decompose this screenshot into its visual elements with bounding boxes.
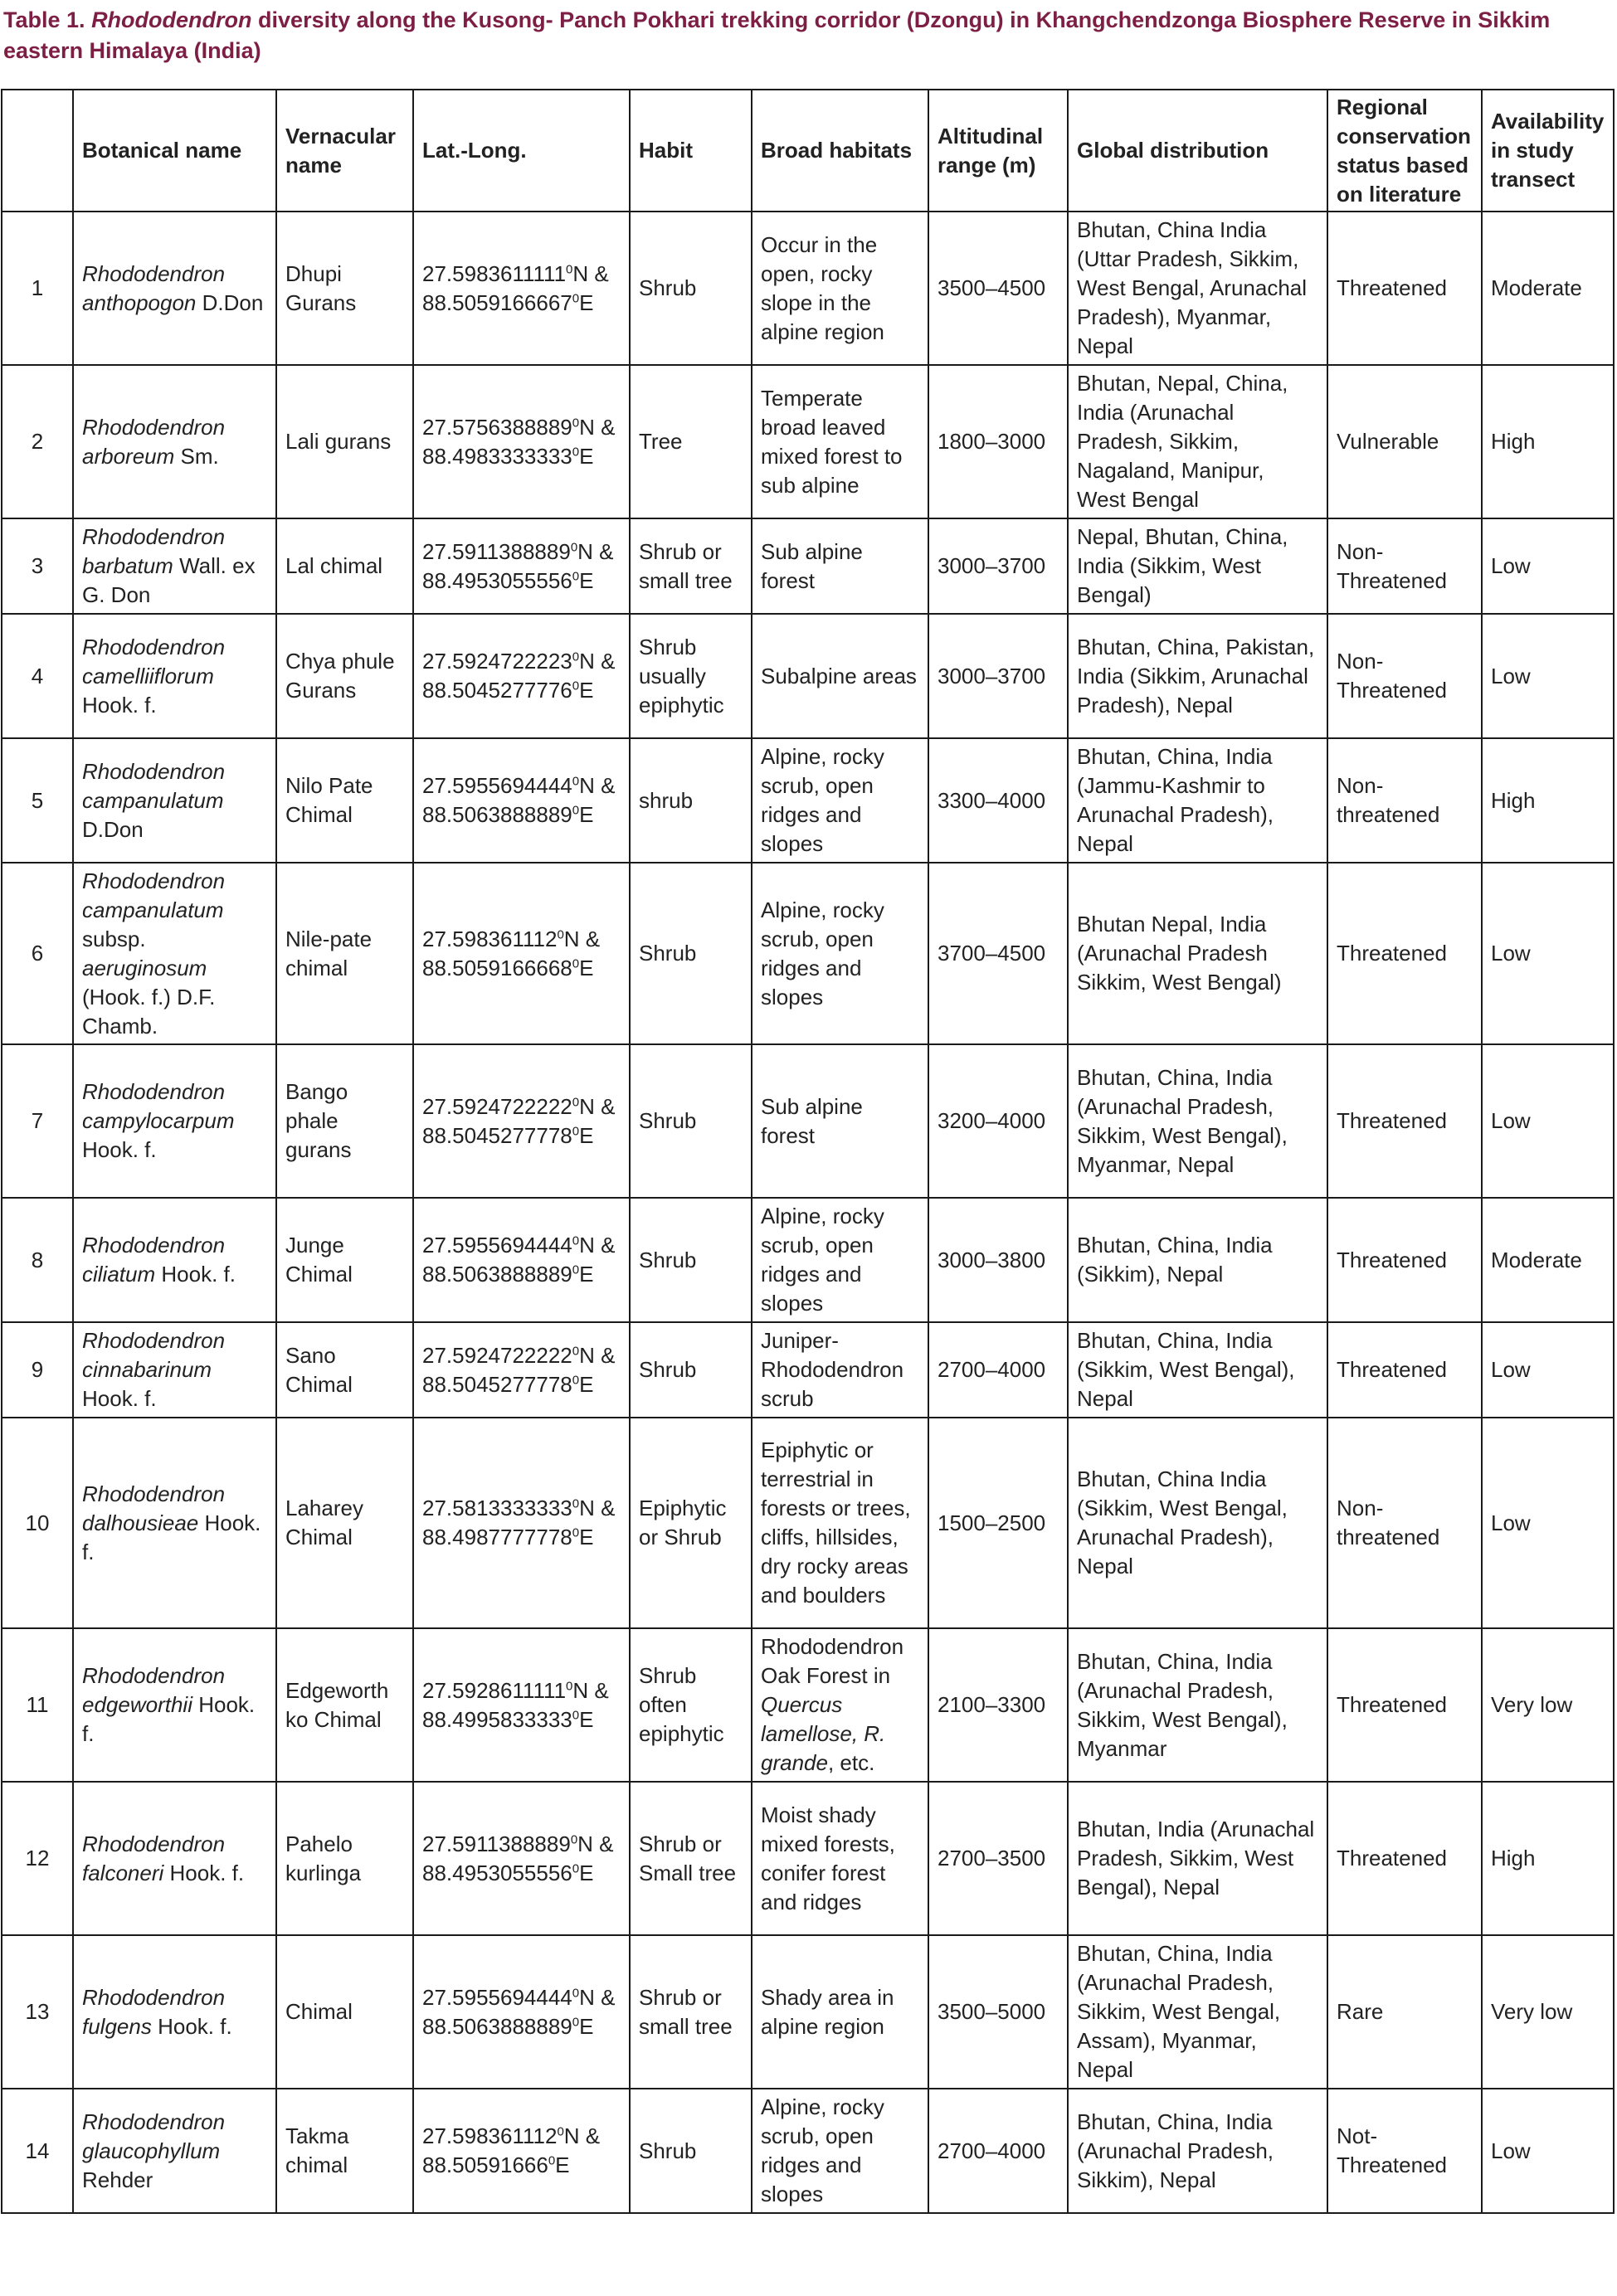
lat-long: 27.598361112$^0$N & 88.5059166668$^0$E	[413, 863, 630, 1044]
lat-long: 27.5928611111$^0$N & 88.4995833333$^0$E	[413, 1628, 630, 1782]
species-author: Hook. f.	[161, 1262, 236, 1287]
degree-symbol: 0	[572, 415, 580, 430]
habit: Shrub or Small tree	[630, 1782, 752, 1935]
degree-symbol: 0	[572, 1123, 580, 1138]
vernacular-name: Nile-pate chimal	[276, 863, 413, 1044]
lat-long: 27.598361112$^0$N & 88.50591666$^0$E	[413, 2089, 630, 2213]
availability: Low	[1482, 518, 1614, 614]
longitude: 88.5045277776	[422, 678, 572, 703]
altitudinal-range: 3700–4500	[928, 863, 1068, 1044]
altitudinal-range: 1500–2500	[928, 1418, 1068, 1628]
row-number: 7	[2, 1044, 73, 1198]
longitude: 88.4995833333	[422, 1706, 572, 1732]
habit: Tree	[630, 365, 752, 518]
latitude: 27.5955694444	[422, 1984, 572, 2010]
global-distribution: Bhutan, China, India (Jammu-Kashmir to Arunachal Pradesh), Nepal	[1068, 738, 1327, 863]
broad-habitat: Alpine, rocky scrub, open ridges and slopes	[752, 1198, 928, 1322]
species-name: Rhododendron arboreum	[82, 414, 226, 469]
degree-symbol: 0	[572, 1525, 580, 1540]
species-author: Sm.	[180, 443, 219, 469]
table-row	[2, 2089, 1614, 2213]
species-author: Hook. f.	[158, 2013, 232, 2039]
broad-habitat: Moist shady mixed forests, conifer forest and ridges	[752, 1782, 928, 1935]
conservation-status: Threatened	[1327, 1198, 1482, 1322]
species-author: Rehder	[82, 2167, 153, 2192]
broad-habitat: Alpine, rocky scrub, open ridges and slopes	[752, 2089, 928, 2213]
availability: Very low	[1482, 1935, 1614, 2089]
caption-text: diversity along the Kusong- Panch Pokhari trekking corridor (Dzongu) in Khangchendzonga Biosphere Reserve in Sikkim eastern Himalaya (India)	[3, 7, 1551, 63]
lat-long: 27.5983611111$^0$N & 88.5059166667$^0$E	[413, 212, 630, 365]
species-author: Hook. f.	[82, 1510, 261, 1564]
species-author: Hook. f.	[82, 1137, 157, 1162]
degree-symbol: 0	[572, 1343, 580, 1358]
habit: Shrub	[630, 212, 752, 365]
altitudinal-range: 2700–4000	[928, 2089, 1068, 2213]
header-global-distribution: Global distribution	[1068, 90, 1327, 212]
table-row	[2, 1198, 1614, 1322]
row-number: 10	[2, 1418, 73, 1628]
broad-habitat: Shady area in alpine region	[752, 1935, 928, 2089]
degree-symbol: 0	[572, 1496, 580, 1511]
lat-long: 27.5955694444$^0$N & 88.5063888889$^0$E	[413, 738, 630, 863]
botanical-name	[73, 1935, 276, 2089]
global-distribution: Bhutan, China, India (Arunachal Pradesh, Sikkim, West Bengal), Myanmar, Nepal	[1068, 1044, 1327, 1198]
table-row	[2, 1628, 1614, 1782]
botanical-name	[73, 863, 276, 1044]
broad-habitat: Alpine, rocky scrub, open ridges and slopes	[752, 738, 928, 863]
latitude: 27.5756388889	[422, 414, 572, 440]
degree-symbol: 0	[557, 2124, 564, 2139]
degree-symbol: 0	[572, 803, 580, 818]
altitudinal-range: 2100–3300	[928, 1628, 1068, 1782]
global-distribution: Bhutan, China, India (Sikkim, West Bengal), Nepal	[1068, 1322, 1327, 1418]
global-distribution: Bhutan, India (Arunachal Pradesh, Sikkim, West Bengal), Nepal	[1068, 1782, 1327, 1935]
global-distribution: Bhutan, China, India (Sikkim), Nepal	[1068, 1198, 1327, 1322]
species-name: Rhododendron campanulatum	[82, 868, 226, 922]
latitude: 27.5924722223	[422, 649, 572, 674]
longitude: 88.50591666	[422, 2152, 548, 2177]
availability: Low	[1482, 1418, 1614, 1628]
latitude: 27.5813333333	[422, 1496, 572, 1520]
table-row	[2, 1782, 1614, 1935]
habitat-species: Quercus lamellose, R. grande	[761, 1692, 886, 1775]
longitude: 88.4983333333	[422, 443, 572, 469]
species-author: Hook. f.	[82, 1692, 256, 1746]
degree-symbol: 0	[570, 1831, 578, 1846]
degree-symbol: 0	[572, 1094, 580, 1109]
longitude: 88.5059166667	[422, 289, 572, 315]
conservation-status: Threatened	[1327, 1782, 1482, 1935]
degree-symbol: 0	[572, 679, 580, 693]
degree-symbol: 0	[572, 568, 580, 583]
row-number: 11	[2, 1628, 73, 1782]
broad-habitat: Alpine, rocky scrub, open ridges and slopes	[752, 863, 928, 1044]
header-availability: Availability in study transect	[1482, 90, 1614, 212]
availability: Low	[1482, 1322, 1614, 1418]
species-name: Rhododendron barbatum	[82, 524, 226, 578]
vernacular-name: Dhupi Gurans	[276, 212, 413, 365]
longitude: 88.5059166668	[422, 955, 572, 980]
altitudinal-range: 3000–3800	[928, 1198, 1068, 1322]
species-author: D.Don	[82, 816, 144, 842]
table-row	[2, 1044, 1614, 1198]
degree-symbol: 0	[572, 1233, 580, 1248]
habit: Epiphytic or Shrub	[630, 1418, 752, 1628]
header-num	[2, 90, 73, 212]
longitude: 88.5063888889	[422, 802, 572, 827]
longitude: 88.5045277778	[422, 1122, 572, 1148]
row-number: 1	[2, 212, 73, 365]
botanical-name	[73, 1628, 276, 1782]
row-number: 9	[2, 1322, 73, 1418]
species-name: Rhododendron dalhousieae	[82, 1481, 226, 1535]
availability: Low	[1482, 1044, 1614, 1198]
row-number: 5	[2, 738, 73, 863]
botanical-name	[73, 1198, 276, 1322]
header-lat-long: Lat.-Long.	[413, 90, 630, 212]
longitude: 88.5063888889	[422, 2013, 572, 2039]
broad-habitat: Juniper-Rhododendron scrub	[752, 1322, 928, 1418]
longitude: 88.4987777778	[422, 1525, 572, 1549]
degree-symbol: 0	[572, 1262, 580, 1277]
table-row	[2, 863, 1614, 1044]
degree-symbol: 0	[548, 2153, 556, 2168]
lat-long: 27.5924722222$^0$N & 88.5045277778$^0$E	[413, 1322, 630, 1418]
botanical-name	[73, 2089, 276, 2213]
vernacular-name: Edgeworth ko Chimal	[276, 1628, 413, 1782]
habit: Shrub	[630, 1198, 752, 1322]
species-name: Rhododendron camelliiflorum	[82, 634, 226, 688]
subspecies-author: (Hook. f.) D.F. Chamb.	[82, 984, 216, 1039]
habit: Shrub	[630, 2089, 752, 2213]
row-number: 6	[2, 863, 73, 1044]
row-number: 2	[2, 365, 73, 518]
caption-genus: Rhododendron	[91, 7, 252, 32]
availability: Moderate	[1482, 1198, 1614, 1322]
global-distribution: Bhutan, China, India (Arunachal Pradesh, Sikkim), Nepal	[1068, 2089, 1327, 2213]
lat-long: 27.5955694444$^0$N & 88.5063888889$^0$E	[413, 1198, 630, 1322]
species-author: D.Don	[202, 289, 264, 315]
altitudinal-range: 3300–4000	[928, 738, 1068, 863]
global-distribution: Bhutan Nepal, India (Arunachal Pradesh Sikkim, West Bengal)	[1068, 863, 1327, 1044]
header-vernacular-name: Vernacular name	[276, 90, 413, 212]
vernacular-name: Junge Chimal	[276, 1198, 413, 1322]
species-name: Rhododendron campanulatum	[82, 758, 226, 813]
degree-symbol: 0	[557, 927, 564, 941]
species-name: Rhododendron falconeri	[82, 1831, 226, 1885]
longitude: 88.5045277778	[422, 1371, 572, 1397]
global-distribution: Bhutan, China, India (Arunachal Pradesh, Sikkim, West Bengal, Assam), Myanmar, Nepal	[1068, 1935, 1327, 2089]
altitudinal-range: 1800–3000	[928, 365, 1068, 518]
altitudinal-range: 3500–4500	[928, 212, 1068, 365]
table-row	[2, 212, 1614, 365]
latitude: 27.5955694444	[422, 1233, 572, 1257]
availability: Low	[1482, 863, 1614, 1044]
broad-habitat	[752, 1628, 928, 1782]
degree-symbol: 0	[570, 539, 578, 554]
degree-symbol: 0	[572, 956, 580, 970]
conservation-status: Non-Threatened	[1327, 518, 1482, 614]
vernacular-name: Chya phule Gurans	[276, 614, 413, 738]
global-distribution: Bhutan, China, India (Arunachal Pradesh, Sikkim, West Bengal), Myanmar	[1068, 1628, 1327, 1782]
lat-long: 27.5911388889$^0$N & 88.4953055556$^0$E	[413, 518, 630, 614]
vernacular-name: Chimal	[276, 1935, 413, 2089]
longitude: 88.5063888889	[422, 1262, 572, 1287]
header-broad-habitats: Broad habitats	[752, 90, 928, 212]
conservation-status: Threatened	[1327, 863, 1482, 1044]
conservation-status: Threatened	[1327, 212, 1482, 365]
species-name: Rhododendron fulgens	[82, 1984, 226, 2039]
table-body	[2, 212, 1614, 2213]
habit: Shrub often epiphytic	[630, 1628, 752, 1782]
broad-habitat: Subalpine areas	[752, 614, 928, 738]
vernacular-name: Pahelo kurlinga	[276, 1782, 413, 1935]
availability: Low	[1482, 2089, 1614, 2213]
conservation-status: Rare	[1327, 1935, 1482, 2089]
botanical-name	[73, 1418, 276, 1628]
lat-long: 27.5955694444$^0$N & 88.5063888889$^0$E	[413, 1935, 630, 2089]
degree-symbol: 0	[572, 649, 580, 664]
habit: Shrub	[630, 1322, 752, 1418]
global-distribution: Nepal, Bhutan, China, India (Sikkim, West Bengal)	[1068, 518, 1327, 614]
latitude: 27.5911388889	[422, 1831, 571, 1856]
altitudinal-range: 3000–3700	[928, 614, 1068, 738]
botanical-name	[73, 1322, 276, 1418]
broad-habitat: Occur in the open, rocky slope in the alpine region	[752, 212, 928, 365]
table-row	[2, 614, 1614, 738]
altitudinal-range: 2700–4000	[928, 1322, 1068, 1418]
lat-long: 27.5756388889$^0$N & 88.4983333333$^0$E	[413, 365, 630, 518]
broad-habitat: Sub alpine forest	[752, 518, 928, 614]
lat-long: 27.5924722223$^0$N & 88.5045277776$^0$E	[413, 614, 630, 738]
latitude: 27.5924722222	[422, 1093, 572, 1119]
latitude: 27.598361112	[422, 926, 558, 951]
row-number: 12	[2, 1782, 73, 1935]
availability: Low	[1482, 614, 1614, 738]
altitudinal-range: 2700–3500	[928, 1782, 1068, 1935]
global-distribution: Bhutan, China India (Sikkim, West Bengal, Arunachal Pradesh), Nepal	[1068, 1418, 1327, 1628]
header-altitudinal-range: Altitudinal range (m)	[928, 90, 1068, 212]
conservation-status: Non-threatened	[1327, 738, 1482, 863]
broad-habitat: Sub alpine forest	[752, 1044, 928, 1198]
table-row	[2, 1322, 1614, 1418]
header-habit: Habit	[630, 90, 752, 212]
degree-symbol: 0	[572, 1707, 580, 1722]
lat-long: 27.5813333333$^0$N & 88.4987777778$^0$E	[413, 1418, 630, 1628]
table-row	[2, 1935, 1614, 2089]
altitudinal-range: 3500–5000	[928, 1935, 1068, 2089]
global-distribution: Bhutan, China, Pakistan, India (Sikkim, Arunachal Pradesh), Nepal	[1068, 614, 1327, 738]
degree-symbol: 0	[572, 1985, 580, 2000]
botanical-name	[73, 212, 276, 365]
botanical-name	[73, 518, 276, 614]
latitude: 27.5924722222	[422, 1342, 572, 1368]
broad-habitat: Epiphytic or terrestrial in forests or trees, cliffs, hillsides, dry rocky areas and boulders	[752, 1418, 928, 1628]
vernacular-name: Lal chimal	[276, 518, 413, 614]
longitude: 88.4953055556	[422, 1860, 572, 1885]
global-distribution: Bhutan, Nepal, China, India (Arunachal Pradesh, Sikkim, Nagaland, Manipur, West Bengal	[1068, 365, 1327, 518]
conservation-status: Non-Threatened	[1327, 614, 1482, 738]
conservation-status: Not-Threatened	[1327, 2089, 1482, 2213]
degree-symbol: 0	[566, 261, 573, 276]
table-caption	[3, 5, 1596, 66]
row-number: 8	[2, 1198, 73, 1322]
vernacular-name: Nilo Pate Chimal	[276, 738, 413, 863]
vernacular-name: Laharey Chimal	[276, 1418, 413, 1628]
conservation-status: Non-threatened	[1327, 1418, 1482, 1628]
conservation-status: Threatened	[1327, 1628, 1482, 1782]
habitat-text: Rhododendron Oak Forest in	[761, 1634, 904, 1688]
latitude: 27.5928611111	[422, 1677, 567, 1703]
table-row	[2, 1418, 1614, 1628]
botanical-name	[73, 1044, 276, 1198]
botanical-name	[73, 738, 276, 863]
vernacular-name: Takma chimal	[276, 2089, 413, 2213]
species-name: Rhododendron cinnabarinum	[82, 1328, 226, 1382]
longitude: 88.4953055556	[422, 567, 572, 593]
latitude: 27.5911388889	[422, 538, 571, 564]
vernacular-name: Sano Chimal	[276, 1322, 413, 1418]
latitude: 27.5955694444	[422, 773, 572, 798]
header-row	[2, 90, 1614, 212]
row-number: 14	[2, 2089, 73, 2213]
conservation-status: Threatened	[1327, 1044, 1482, 1198]
degree-symbol: 0	[572, 774, 580, 789]
species-author: Hook. f.	[169, 1860, 245, 1885]
vernacular-name: Bango phale gurans	[276, 1044, 413, 1198]
broad-habitat: Temperate broad leaved mixed forest to sub alpine	[752, 365, 928, 518]
altitudinal-range: 3200–4000	[928, 1044, 1068, 1198]
conservation-status: Vulnerable	[1327, 365, 1482, 518]
degree-symbol: 0	[572, 2014, 580, 2029]
species-name: Rhododendron ciliatum	[82, 1233, 226, 1287]
species-name: Rhododendron edgeworthii	[82, 1663, 226, 1717]
species-name: Rhododendron glaucophyllum	[82, 2109, 226, 2163]
vernacular-name: Lali gurans	[276, 365, 413, 518]
species-author: Wall. ex G. Don	[82, 553, 256, 607]
degree-symbol: 0	[572, 1372, 580, 1387]
species-author: subsp.	[82, 926, 146, 951]
species-name: Rhododendron campylocarpum	[82, 1079, 235, 1133]
latitude: 27.598361112	[422, 2123, 558, 2148]
degree-symbol: 0	[572, 1861, 580, 1875]
global-distribution: Bhutan, China India (Uttar Pradesh, Sikkim, West Bengal, Arunachal Pradesh), Myanmar, Nepal	[1068, 212, 1327, 365]
habit: shrub	[630, 738, 752, 863]
rhododendron-table	[1, 89, 1615, 2214]
lat-long: 27.5924722222$^0$N & 88.5045277778$^0$E	[413, 1044, 630, 1198]
availability: High	[1482, 738, 1614, 863]
table-row	[2, 738, 1614, 863]
habit: Shrub or small tree	[630, 1935, 752, 2089]
degree-symbol: 0	[572, 444, 580, 459]
table-row	[2, 365, 1614, 518]
header-botanical-name: Botanical name	[73, 90, 276, 212]
species-name: Rhododendron anthopogon	[82, 260, 226, 315]
availability: Very low	[1482, 1628, 1614, 1782]
degree-symbol: 0	[566, 1678, 573, 1693]
row-number: 13	[2, 1935, 73, 2089]
degree-symbol: 0	[572, 290, 580, 305]
availability: High	[1482, 1782, 1614, 1935]
subspecies-name: aeruginosum	[82, 955, 207, 980]
lat-long: 27.5911388889$^0$N & 88.4953055556$^0$E	[413, 1782, 630, 1935]
conservation-status: Threatened	[1327, 1322, 1482, 1418]
habit: Shrub	[630, 863, 752, 1044]
habit: Shrub or small tree	[630, 518, 752, 614]
row-number: 3	[2, 518, 73, 614]
species-author: Hook. f.	[82, 692, 157, 718]
habit: Shrub usually epiphytic	[630, 614, 752, 738]
caption-label: Table 1.	[3, 7, 85, 32]
species-author: Hook. f.	[82, 1386, 157, 1411]
availability: High	[1482, 365, 1614, 518]
botanical-name	[73, 1782, 276, 1935]
latitude: 27.5983611111	[422, 260, 567, 286]
habit: Shrub	[630, 1044, 752, 1198]
botanical-name	[73, 365, 276, 518]
row-number: 4	[2, 614, 73, 738]
header-conservation-status: Regional conservation status based on literature	[1327, 90, 1482, 212]
availability: Moderate	[1482, 212, 1614, 365]
botanical-name	[73, 614, 276, 738]
altitudinal-range: 3000–3700	[928, 518, 1068, 614]
habitat-suffix: , etc.	[827, 1750, 875, 1775]
table-row	[2, 518, 1614, 614]
